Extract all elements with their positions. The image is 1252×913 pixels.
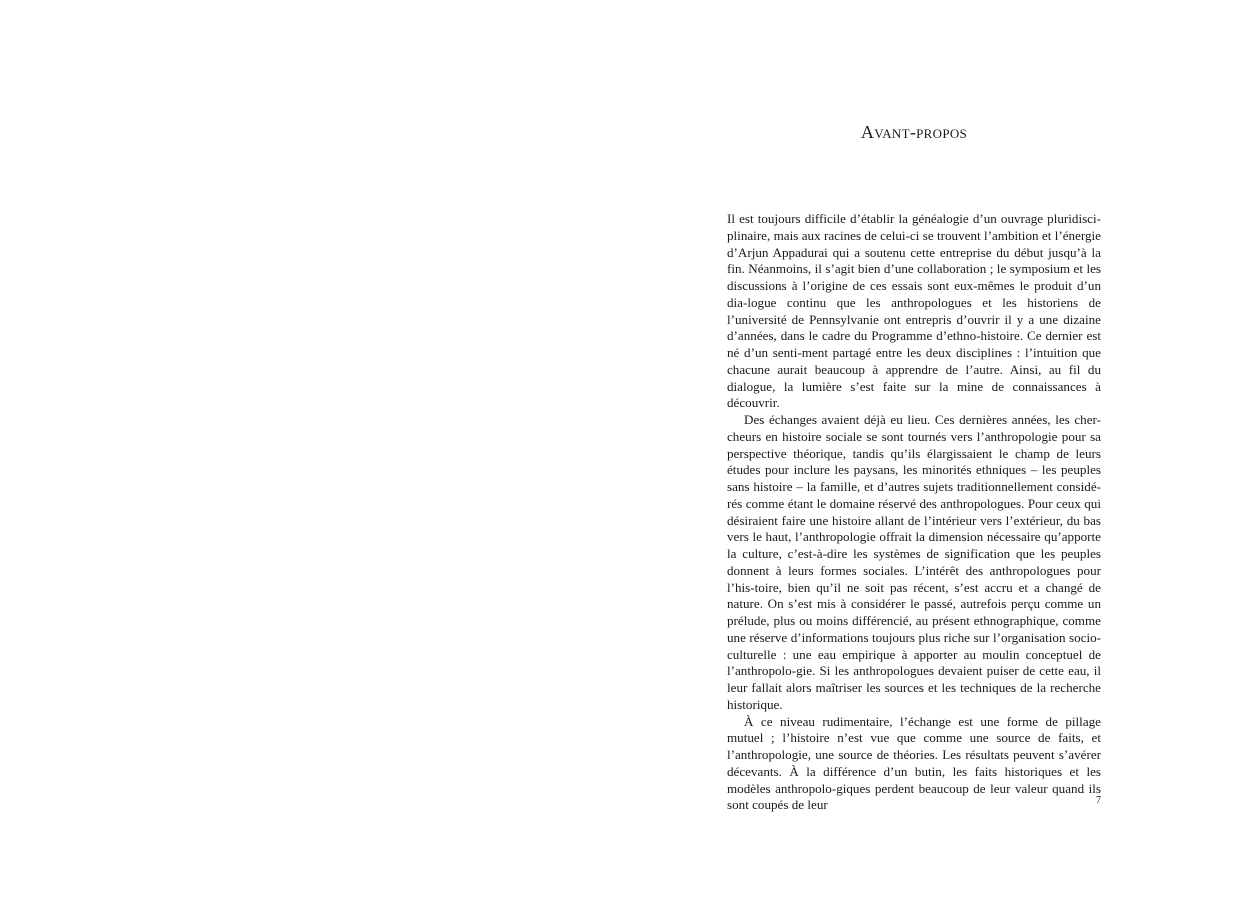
body-text bbox=[727, 211, 1101, 814]
paragraph-2: Des échanges avaient déjà eu lieu. Ces dernières années, les cher-cheurs en histoire sociale se sont tournés vers l’anthropologie pour sa perspective théorique, tandis qu’ils élargissaient le champ de leurs études pour inclure les paysans, les minorités ethniques – les peuples sans histoire – la famille, et d’autres sujets traditionnellement considé-rés comme étant le domaine réservé des anthropologues. Pour ceux qui désiraient faire une histoire allant de l’intérieur vers l’extérieur, du bas vers le haut, l’anthropologie offrait la dimension nécessaire qu’apporte la culture, c’est-à-dire les systèmes de signification que les peuples donnent à leurs formes sociales. L’intérêt des anthropologues pour l’his-toire, bien qu’il ne soit pas récent, s’est accru et a changé de nature. On s’est mis à considérer le passé, autrefois perçu comme un prélude, plus ou moins différencié, au présent ethnographique, comme une réserve d’informations toujours plus riche sur l’organisation socio-culturelle : une eau empirique à apporter au moulin conceptuel de l’anthropolo-gie. Si les anthropologues devaient puiser de cette eau, il leur fallait alors maîtriser les sources et les techniques de la recherche historique. bbox=[727, 412, 1101, 712]
paragraph-3: À ce niveau rudimentaire, l’échange est une forme de pillage mutuel ; l’histoire n’est vue que comme une source de faits, et l’anthropologie, une source de théories. Les résultats peuvent s’avérer décevants. À la différence d’un butin, les faits historiques et les modèles anthropolo-giques perdent beaucoup de leur valeur quand ils sont coupés de leur bbox=[727, 713, 1101, 813]
paragraph-1: Il est toujours difficile d’établir la généalogie d’un ouvrage pluridisci-plinaire, mais aux racines de celui-ci se trouvent l’ambition et l’énergie d’Arjun Appadurai qui a soutenu cette entreprise du début jusqu’à la fin. Néanmoins, il s’agit bien d’une collaboration ; le symposium et les discussions à l’origine de ces essais sont eux-mêmes le produit d’un dia-logue continu que les anthropologues et les historiens de l’université de Pennsylvanie ont entrepris d’ouvrir il y a une dizaine d’années, dans le cadre du Programme d’ethno-histoire. Ce dernier est né d’un senti-ment partagé entre les deux disciplines : l’intuition que chacune aurait beaucoup à apprendre de l’autre. Ainsi, au fil du dialogue, la lumière s’est faite sur la mine de connaissances à découvrir. bbox=[727, 211, 1101, 411]
chapter-title: Avant-propos bbox=[860, 122, 968, 142]
page-number: 7 bbox=[1096, 795, 1101, 806]
